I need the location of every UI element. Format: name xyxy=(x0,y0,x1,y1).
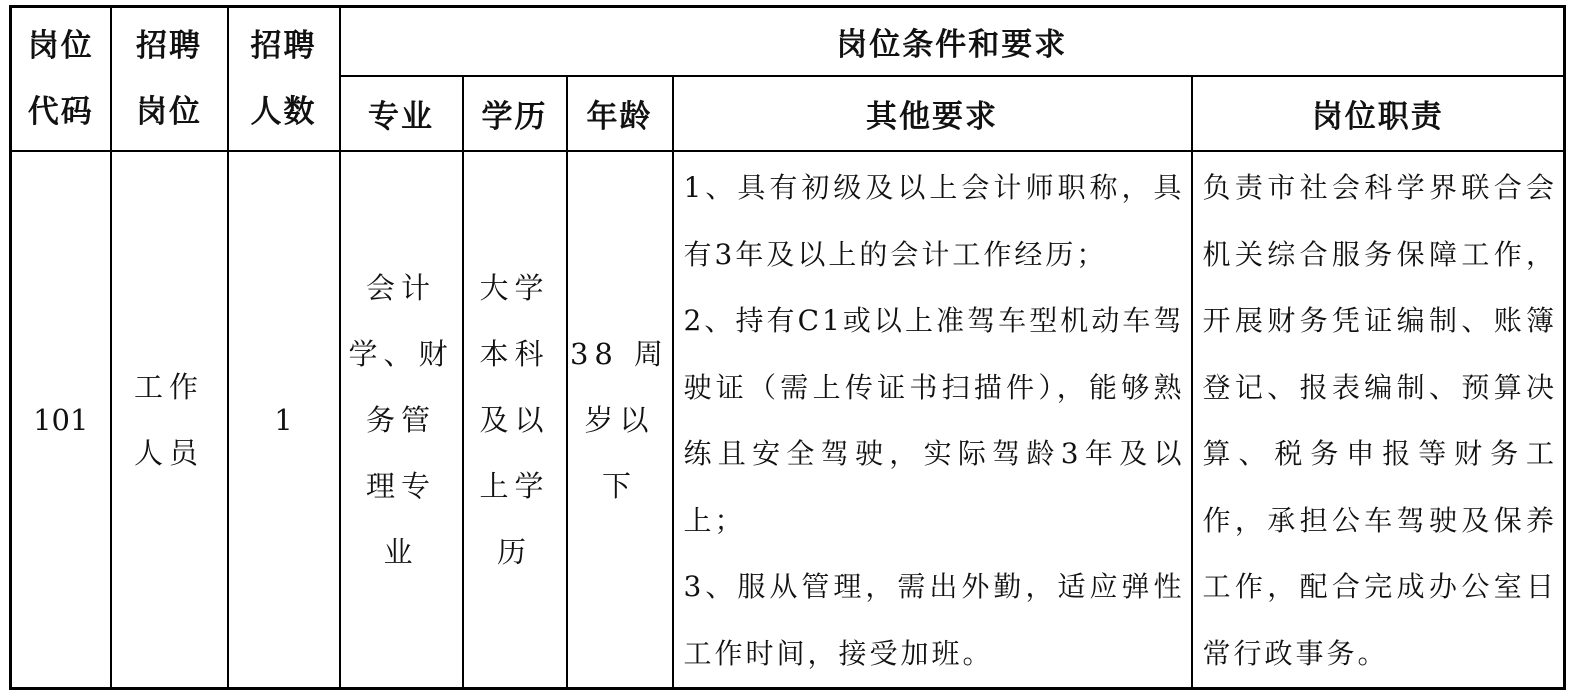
cell-duties xyxy=(1192,151,1565,689)
recruitment-table xyxy=(9,5,1566,690)
header-position-name: 招聘 岗位 xyxy=(111,7,228,152)
cell-major: 会计 学、财 务管 理专 业 xyxy=(340,151,463,689)
cell-headcount: 1 xyxy=(228,151,340,689)
cell-position-name: 工作 人员 xyxy=(111,151,228,689)
header-conditions: 岗位条件和要求 xyxy=(340,7,1565,77)
header-position-code: 岗位 代码 xyxy=(11,7,111,152)
cell-other-requirements xyxy=(673,151,1192,689)
header-headcount: 招聘 人数 xyxy=(228,7,340,152)
cell-education: 大学 本科 及以 上学 历 xyxy=(463,151,567,689)
header-major: 专业 xyxy=(340,76,463,151)
header-duties: 岗位职责 xyxy=(1192,76,1565,151)
requirement-item: 1、具有初级及以上会计师职称，具有3年及以上的会计工作经历； xyxy=(683,171,1185,271)
header-other-requirements: 其他要求 xyxy=(673,76,1192,151)
duties-text: 负责市社会科学界联合会机关综合服务保障工作，开展财务凭证编制、账簿登记、报表编制、预算决算、税务申报等财务工作，承担公车驾驶及保养工作，配合完成办公室日常行政事务。 xyxy=(1202,171,1558,670)
header-education: 学历 xyxy=(463,76,567,151)
header-age: 年龄 xyxy=(567,76,673,151)
requirement-item: 2、持有C1或以上准驾车型机动车驾驶证（需上传证书扫描件），能够熟练且安全驾驶，实际驾龄3年及以上； xyxy=(683,304,1185,537)
cell-position-code: 101 xyxy=(11,151,111,689)
requirement-item: 3、服从管理，需出外勤，适应弹性工作时间，接受加班。 xyxy=(683,570,1185,670)
cell-age: 38 周 岁以 下 xyxy=(567,151,673,689)
